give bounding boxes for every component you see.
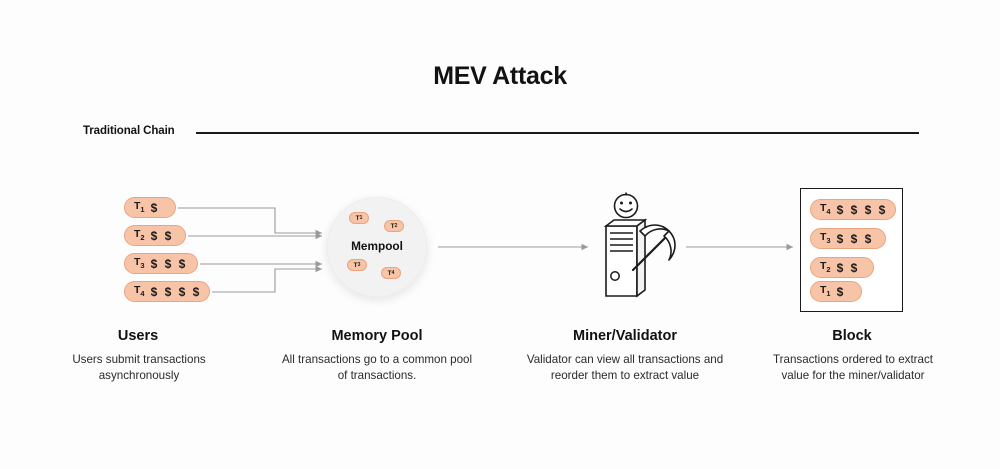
block-transaction-pill xyxy=(810,281,862,302)
lane-label: Traditional Chain xyxy=(83,125,175,137)
mempool-mini-transaction: T 1 xyxy=(349,212,369,224)
transaction-index: 2 xyxy=(826,265,831,275)
column-description-users: Users submit transactions asynchronously xyxy=(72,353,206,382)
transaction-value: $ $ xyxy=(836,260,860,275)
user-transaction-pill xyxy=(124,281,210,302)
transaction-value: $ xyxy=(836,284,846,299)
transaction-label: $T_3$ xyxy=(820,231,831,246)
transaction-value: $ xyxy=(150,200,160,215)
transaction-value: $ $ $ xyxy=(150,256,188,271)
smiley-face-icon xyxy=(615,193,638,218)
transaction-index: 1 xyxy=(140,205,145,215)
transaction-index: 2 xyxy=(394,223,398,229)
transaction-index: 4 xyxy=(826,207,831,217)
user-transaction-pill xyxy=(124,225,186,246)
transaction-value: $ $ $ $ xyxy=(836,202,888,217)
validator-illustration xyxy=(595,192,685,307)
transaction-index: 1 xyxy=(359,215,363,221)
transaction-value: $ $ $ $ xyxy=(150,284,202,299)
transaction-label: $T_1$ xyxy=(134,200,145,215)
transaction-label: $T_3$ xyxy=(134,256,145,271)
transaction-index: 3 xyxy=(357,262,361,268)
transaction-label: $T_4$ xyxy=(820,202,831,217)
transaction-value: $ $ xyxy=(150,228,174,243)
server-rack-icon xyxy=(606,220,645,296)
transaction-index: 1 xyxy=(826,289,831,299)
transaction-value: $ $ $ xyxy=(836,231,874,246)
transaction-index: 3 xyxy=(826,236,831,246)
transaction-label: $T_1$ xyxy=(820,284,831,299)
column-title-users: Users xyxy=(117,328,159,344)
column-title-block: Block xyxy=(832,328,872,344)
column-description-block: Transactions ordered to extract value for the miner/validator xyxy=(772,353,934,382)
user-transaction-pill xyxy=(124,197,176,218)
block-transaction-pill xyxy=(810,199,896,220)
page-title: MEV Attack xyxy=(433,62,567,90)
transaction-index: 3 xyxy=(140,261,145,271)
block-transaction-pill xyxy=(810,257,874,278)
column-title-miner-validator: Miner/Validator xyxy=(573,328,677,344)
lane-divider xyxy=(196,132,919,134)
transaction-index: 4 xyxy=(391,270,395,276)
mempool-label: Mempool xyxy=(351,239,403,253)
mempool-group xyxy=(327,197,427,297)
transaction-index: 2 xyxy=(140,233,145,243)
column-description-miner-validator: Validator can view all transactions and reorder them to extract value xyxy=(526,353,724,382)
transaction-label: $T_4$ xyxy=(134,284,145,299)
user-transaction-pill xyxy=(124,253,198,274)
column-description-memory-pool: All transactions go to a common pool of transactions. xyxy=(281,353,473,382)
mempool-mini-transaction: T 3 xyxy=(347,259,367,271)
transaction-label: $T_2$ xyxy=(820,260,831,275)
transaction-index: 4 xyxy=(140,289,145,299)
block-transaction-pill xyxy=(810,228,886,249)
column-title-memory-pool: Memory Pool xyxy=(331,328,423,344)
mempool-mini-transaction: T 2 xyxy=(384,220,404,232)
mempool-mini-transaction: T 4 xyxy=(381,267,401,279)
transaction-label: $T_2$ xyxy=(134,228,145,243)
